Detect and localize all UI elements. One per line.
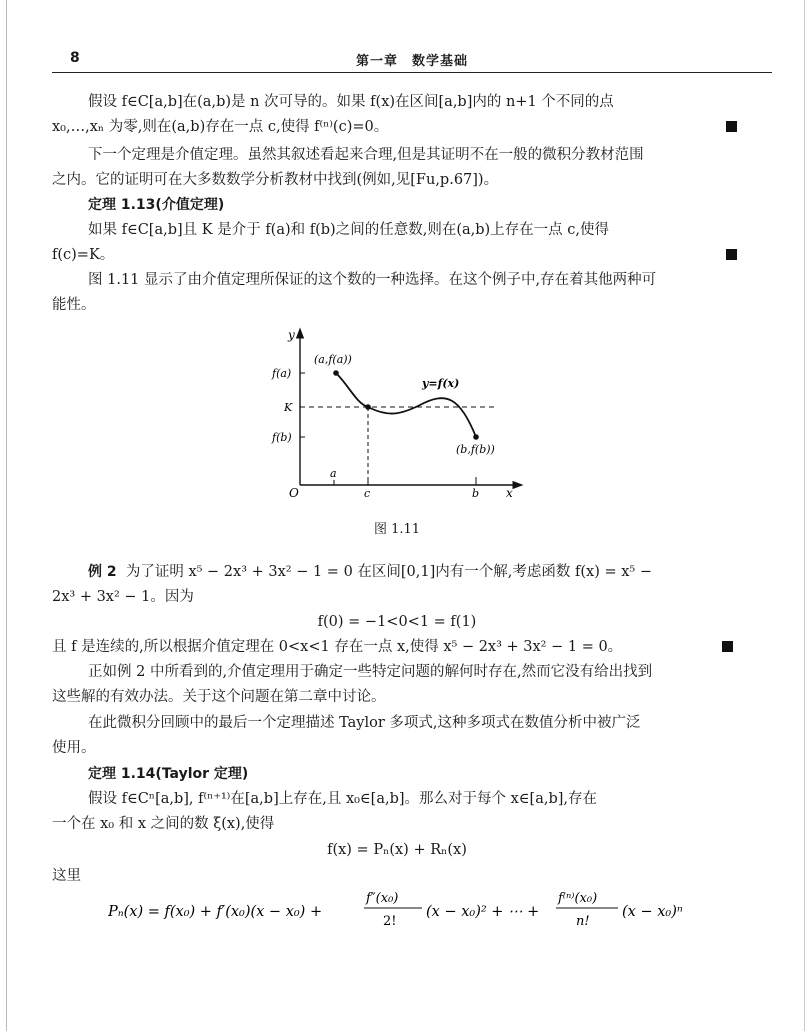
theorem-title: 定理 1.13(介值定理): [88, 197, 225, 213]
paragraph-line: f(c)=K。: [52, 247, 115, 263]
paragraph-line: 下一个定理是介值定理。虽然其叙述看起来合理,但是其证明不在一般的微积分教材范围: [88, 147, 644, 163]
paragraph-line: 图 1.11 显示了由介值定理所保证的这个数的一种选择。在这个例子中,存在着其他两种可: [88, 272, 657, 288]
y-tick-fa: f(a): [272, 367, 292, 380]
qed-square-icon: [726, 121, 737, 132]
page-edge-left: [6, 0, 7, 1031]
x-tick-b: b: [472, 487, 480, 500]
chapter-title: 第一章 数学基础: [355, 54, 468, 69]
point-b-label: (b,f(b)): [456, 443, 495, 456]
formula-tail: (x − x₀)ⁿ: [622, 904, 683, 920]
paragraph-line: 能性。: [52, 297, 96, 313]
paragraph-line: 在此微积分回顾中的最后一个定理描述 Taylor 多项式,这种多项式在数值分析中被广泛: [88, 715, 641, 731]
y-axis-label: y: [288, 328, 295, 342]
formula-frac1-den: 2!: [383, 914, 397, 929]
example-label: 例 2: [88, 564, 117, 580]
figure-ivt-graph: [270, 325, 540, 510]
x-tick-c: c: [364, 487, 371, 500]
taylor-polynomial-formula: [108, 878, 728, 938]
paragraph-line: 如果 f∈C[a,b]且 K 是介于 f(a)和 f(b)之间的任意数,则在(a,b)上存在一点 c,使得: [88, 222, 610, 238]
formula-lhs: Pₙ(x) = f(x₀) + f′(x₀)(x − x₀) +: [108, 904, 323, 920]
formula-frac2-den: n!: [576, 914, 590, 929]
page-number: 8: [70, 50, 80, 66]
paragraph-line: 假设 f∈Cⁿ[a,b], f⁽ⁿ⁺¹⁾在[a,b]上存在,且 x₀∈[a,b]。那么对于每个 x∈[a,b],存在: [88, 791, 597, 807]
formula-mid: (x − x₀)² + ⋯ +: [426, 904, 540, 920]
qed-square-icon: [722, 641, 733, 652]
paragraph-line: 使用。: [52, 740, 96, 756]
display-equation: f(0) = −1<0<1 = f(1): [317, 614, 477, 630]
paragraph-line: 之内。它的证明可在大多数数学分析教材中找到(例如,见[Fu,p.67])。: [52, 172, 499, 188]
display-equation: f(x) = Pₙ(x) + Rₙ(x): [327, 842, 467, 858]
point-c-marker: [365, 404, 371, 410]
figure-caption: 图 1.11: [373, 522, 421, 537]
paragraph-line: 且 f 是连续的,所以根据介值定理在 0<x<1 存在一点 x,使得 x⁵ − 2x³ + 3x² − 1 = 0。: [52, 639, 623, 655]
paragraph-line: 2x³ + 3x² − 1。因为: [52, 589, 194, 605]
page-edge-right: [804, 0, 805, 1031]
paragraph-line: x₀,…,xₙ 为零,则在(a,b)存在一点 c,使得 f⁽ⁿ⁾(c)=0。: [52, 119, 389, 135]
example-line: [88, 562, 742, 582]
theorem-title: 定理 1.14(Taylor 定理): [88, 766, 249, 782]
running-header: [52, 48, 772, 72]
paragraph-line: 一个在 x₀ 和 x 之间的数 ξ(x),使得: [52, 816, 275, 832]
paragraph-line: 这里: [52, 868, 81, 884]
paragraph-line: 假设 f∈C[a,b]在(a,b)是 n 次可导的。如果 f(x)在区间[a,b]内的 n+1 个不同的点: [88, 94, 614, 110]
y-tick-fb: f(b): [272, 431, 292, 444]
x-tick-a: a: [330, 467, 337, 480]
x-axis-label: x: [506, 486, 513, 500]
point-b-marker: [473, 434, 479, 440]
point-a-marker: [333, 370, 339, 376]
paragraph-line: 正如例 2 中所看到的,介值定理用于确定一些特定问题的解何时存在,然而它没有给出找到: [88, 664, 653, 680]
example-text: 为了证明 x⁵ − 2x³ + 3x² − 1 = 0 在区间[0,1]内有一个解,考虑函数 f(x) = x⁵ −: [125, 564, 652, 580]
y-tick-k: K: [284, 401, 293, 414]
qed-square-icon: [726, 249, 737, 260]
header-rule: [52, 72, 772, 73]
curve-label: y=f(x): [422, 377, 460, 390]
formula-frac2-num: f⁽ⁿ⁾(x₀): [558, 891, 598, 906]
point-a-label: (a,f(a)): [314, 353, 352, 366]
paragraph-line: 这些解的有效办法。关于这个问题在第二章中讨论。: [52, 689, 386, 705]
origin-label: O: [289, 486, 299, 500]
formula-frac1-num: f″(x₀): [366, 891, 399, 906]
